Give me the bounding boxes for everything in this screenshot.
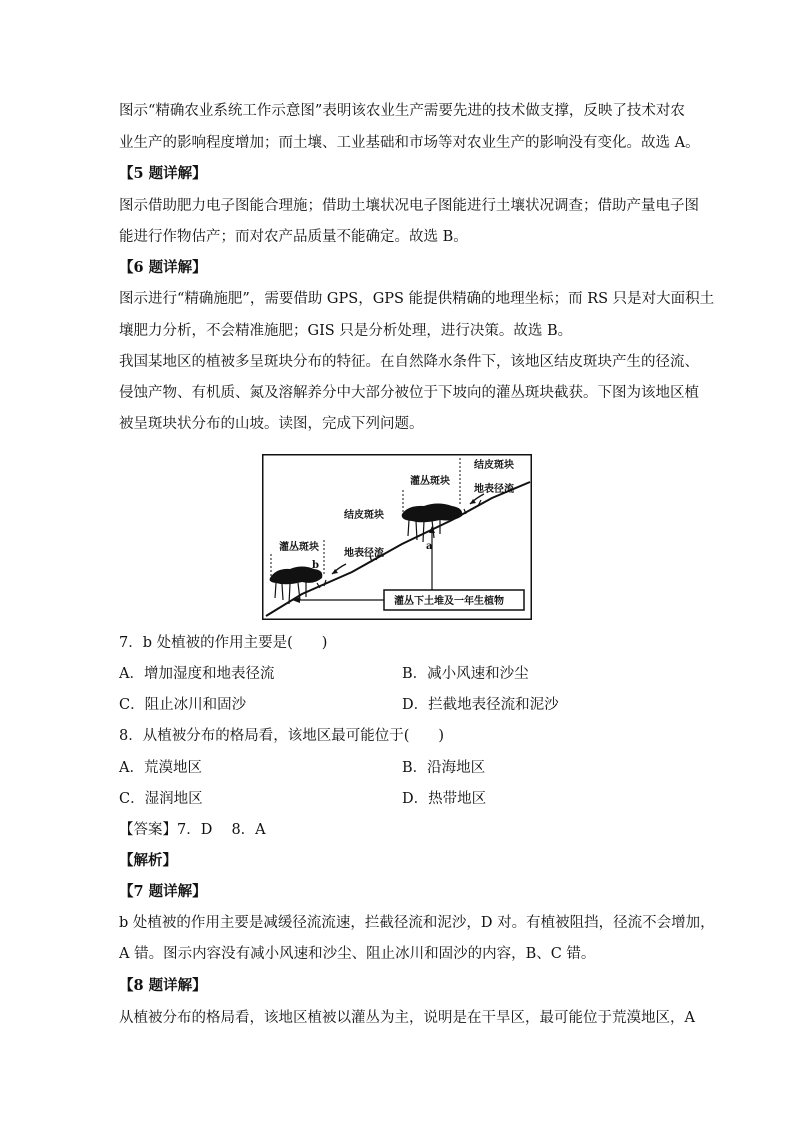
label-shrub-right: 灌丛斑块 bbox=[410, 476, 450, 487]
label-crust-right: 结皮斑块 bbox=[474, 460, 514, 471]
section-heading-8: 【8 题详解】 bbox=[119, 977, 207, 994]
q7-option-d: D．拦截地表径流和泥沙 bbox=[402, 697, 559, 713]
label-runoff-right: 地表径流 bbox=[474, 484, 514, 495]
q8-option-a: A．荒漠地区 bbox=[119, 760, 202, 776]
answer-line: 【答案】7．D 8．A bbox=[119, 822, 266, 838]
slope-vegetation-figure bbox=[262, 454, 532, 620]
question-8: 8．从植被分布的格局看，该地区最可能位于( ) bbox=[119, 728, 445, 744]
label-box-text: 灌丛下土堆及一年生植物 bbox=[394, 596, 504, 607]
paragraph-line: 侵蚀产物、有机质、氮及溶解养分中大部分被位于下坡向的灌丛斑块截获。下图为该地区植 bbox=[119, 385, 699, 401]
q8-option-b: B．沿海地区 bbox=[402, 760, 486, 776]
paragraph-line: b 处植被的作用主要是减缓径流流速，拦截径流和泥沙，D 对。有植被阻挡，径流不会增加， bbox=[119, 915, 715, 931]
paragraph-line: 业生产的影响程度增加；而土壤、工业基础和市场等对农业生产的影响没有变化。故选 A。 bbox=[119, 135, 700, 151]
q7-option-b: B．减小风速和沙尘 bbox=[402, 666, 529, 682]
label-shrub-left: 灌丛斑块 bbox=[279, 542, 319, 553]
label-b: b bbox=[312, 560, 319, 571]
paragraph-line: A 错。图示内容没有减小风速和沙尘、阻止冰川和固沙的内容，B、C 错。 bbox=[119, 946, 596, 962]
paragraph-line: 图示“精确农业系统工作示意图”表明该农业生产需要先进的技术做支撑，反映了技术对农 bbox=[119, 103, 685, 119]
paragraph-line: 被呈斑块状分布的山坡。读图，完成下列问题。 bbox=[119, 416, 424, 432]
question-7: 7．b 处植被的作用主要是( ) bbox=[119, 635, 328, 651]
label-crust-mid: 结皮斑块 bbox=[344, 510, 384, 521]
q8-option-d: D．热带地区 bbox=[402, 791, 487, 807]
section-heading-6: 【6 题详解】 bbox=[119, 259, 207, 276]
label-a: a bbox=[426, 541, 433, 552]
paragraph-line: 图示借助肥力电子图能合理施；借助土壤状况电子图能进行土壤状况调查；借助产量电子图 bbox=[119, 198, 699, 214]
paragraph-line: 能进行作物估产；而对农产品质量不能确定。故选 B。 bbox=[119, 229, 468, 245]
q7-option-c: C．阻止冰川和固沙 bbox=[119, 697, 247, 713]
paragraph-line: 从植被分布的格局看，该地区植被以灌丛为主，说明是在干旱区，最可能位于荒漠地区，A bbox=[119, 1010, 695, 1026]
section-heading-7: 【7 题详解】 bbox=[119, 883, 207, 900]
label-runoff-mid: 地表径流 bbox=[344, 548, 384, 559]
analysis-heading: 【解析】 bbox=[119, 852, 177, 869]
q7-option-a: A．增加湿度和地表径流 bbox=[119, 666, 275, 682]
q8-option-c: C．湿润地区 bbox=[119, 791, 203, 807]
paragraph-line: 壤肥力分析，不会精准施肥；GIS 只是分析处理，进行决策。故选 B。 bbox=[119, 323, 573, 339]
paragraph-line: 我国某地区的植被多呈斑块分布的特征。在自然降水条件下，该地区结皮斑块产生的径流、 bbox=[119, 354, 699, 370]
paragraph-line: 图示进行“精确施肥”，需要借助 GPS，GPS 能提供精确的地理坐标；而 RS 只是对大面积土 bbox=[119, 291, 715, 307]
section-heading-5: 【5 题详解】 bbox=[119, 165, 207, 182]
